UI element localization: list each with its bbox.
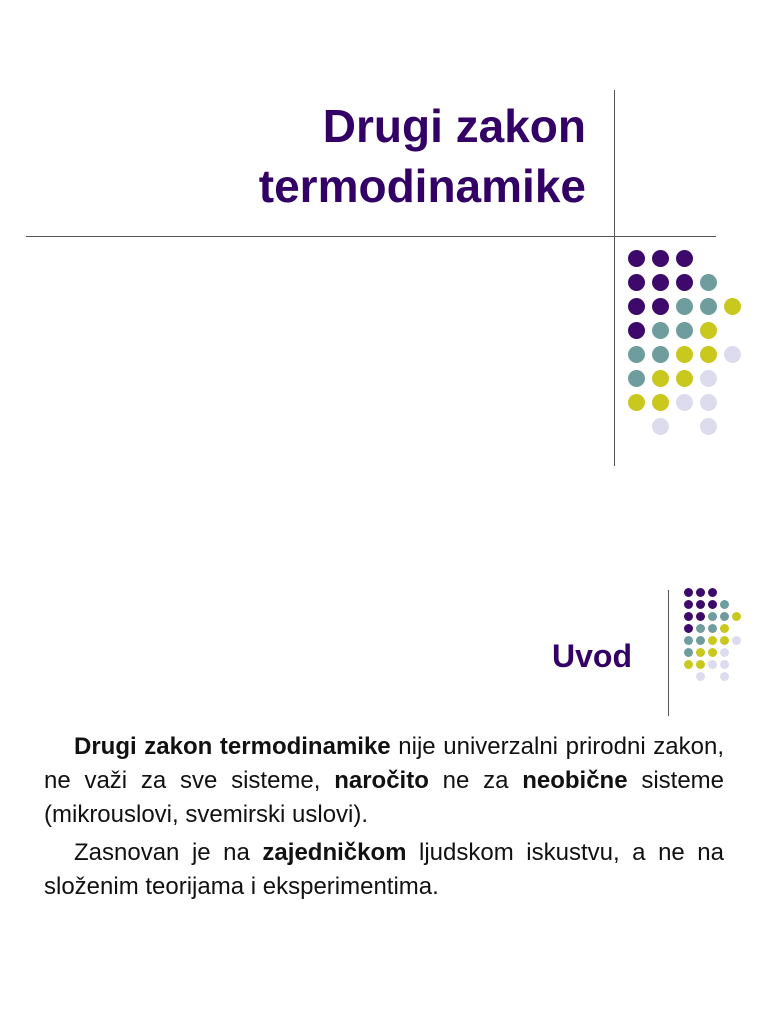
bold-term: zajedničkom [262,839,407,866]
decorative-dot [708,624,717,633]
decorative-dot [684,624,693,633]
decorative-dot [696,636,705,645]
decorative-dot [684,600,693,609]
decorative-dot [696,624,705,633]
text-run: ljudskom iskustvu, a ne na složenim teorijama i eksperimentima. [44,839,725,900]
decorative-dot [708,636,717,645]
decorative-dot [700,322,717,339]
decorative-dot [708,660,717,669]
decorative-dot [652,370,669,387]
section-title: Uvod [552,638,632,674]
text-run: Zasnovan je na [74,839,263,866]
decorative-dot [708,648,717,657]
slide-title [259,96,586,216]
decorative-dot [684,588,693,597]
decorative-dot [684,636,693,645]
decorative-dot [652,250,669,267]
decorative-dot [684,660,693,669]
text-run: sisteme (mikrouslovi, svemirski uslovi). [44,767,725,828]
text-run: ne za [428,767,523,794]
title-line-2: termodinamike [258,160,586,212]
title-line-1: Drugi zakon [322,100,586,152]
horizontal-divider [26,236,716,237]
decorative-dot [700,298,717,315]
decorative-dot [700,418,717,435]
decorative-dot [652,322,669,339]
decorative-dot [708,588,717,597]
decorative-dot [720,648,729,657]
decorative-dot [720,600,729,609]
decorative-dot [720,624,729,633]
decorative-dot [652,346,669,363]
decorative-dot [628,322,645,339]
decorative-dot [676,322,693,339]
decorative-dot [732,636,741,645]
text-run: nije univerzalni prirodni zakon, ne važi za sve sisteme, [44,733,724,794]
decorative-dot [652,418,669,435]
decorative-dot [652,298,669,315]
decorative-dot [696,672,705,681]
decorative-dot [628,346,645,363]
decorative-dot [628,298,645,315]
bold-term: Drugi zakon termodinamike [74,733,391,760]
decorative-dot [724,298,741,315]
decorative-dot [700,394,717,411]
decorative-dot [628,394,645,411]
decorative-dot [676,346,693,363]
bold-term: naročito [334,767,429,794]
decorative-dot [696,600,705,609]
decorative-dot [684,648,693,657]
paragraph-2 [44,836,724,904]
decorative-dot [684,612,693,621]
decorative-dot [720,660,729,669]
decorative-dot [652,274,669,291]
decorative-dot [700,274,717,291]
paragraph-1 [44,730,724,832]
decorative-dot [732,612,741,621]
bold-term: neobične [522,767,628,794]
decorative-dot [628,370,645,387]
decorative-dot [676,274,693,291]
decorative-dot [696,648,705,657]
vertical-divider [668,590,669,716]
decorative-dot [696,612,705,621]
decorative-dot [700,346,717,363]
decorative-dot [720,612,729,621]
decorative-dot [708,600,717,609]
decorative-dot [676,370,693,387]
decorative-dot [676,250,693,267]
decorative-dot [676,394,693,411]
decorative-dot [628,274,645,291]
decorative-dot [724,346,741,363]
decorative-dot [628,250,645,267]
decorative-dot [652,394,669,411]
decorative-dot [708,612,717,621]
content-slide [0,560,768,1024]
body-text [44,730,724,908]
decorative-dot [696,660,705,669]
vertical-divider [614,90,615,466]
decorative-dot [700,370,717,387]
decorative-dot [720,636,729,645]
decorative-dot [696,588,705,597]
decorative-dot [720,672,729,681]
decorative-dot [676,298,693,315]
